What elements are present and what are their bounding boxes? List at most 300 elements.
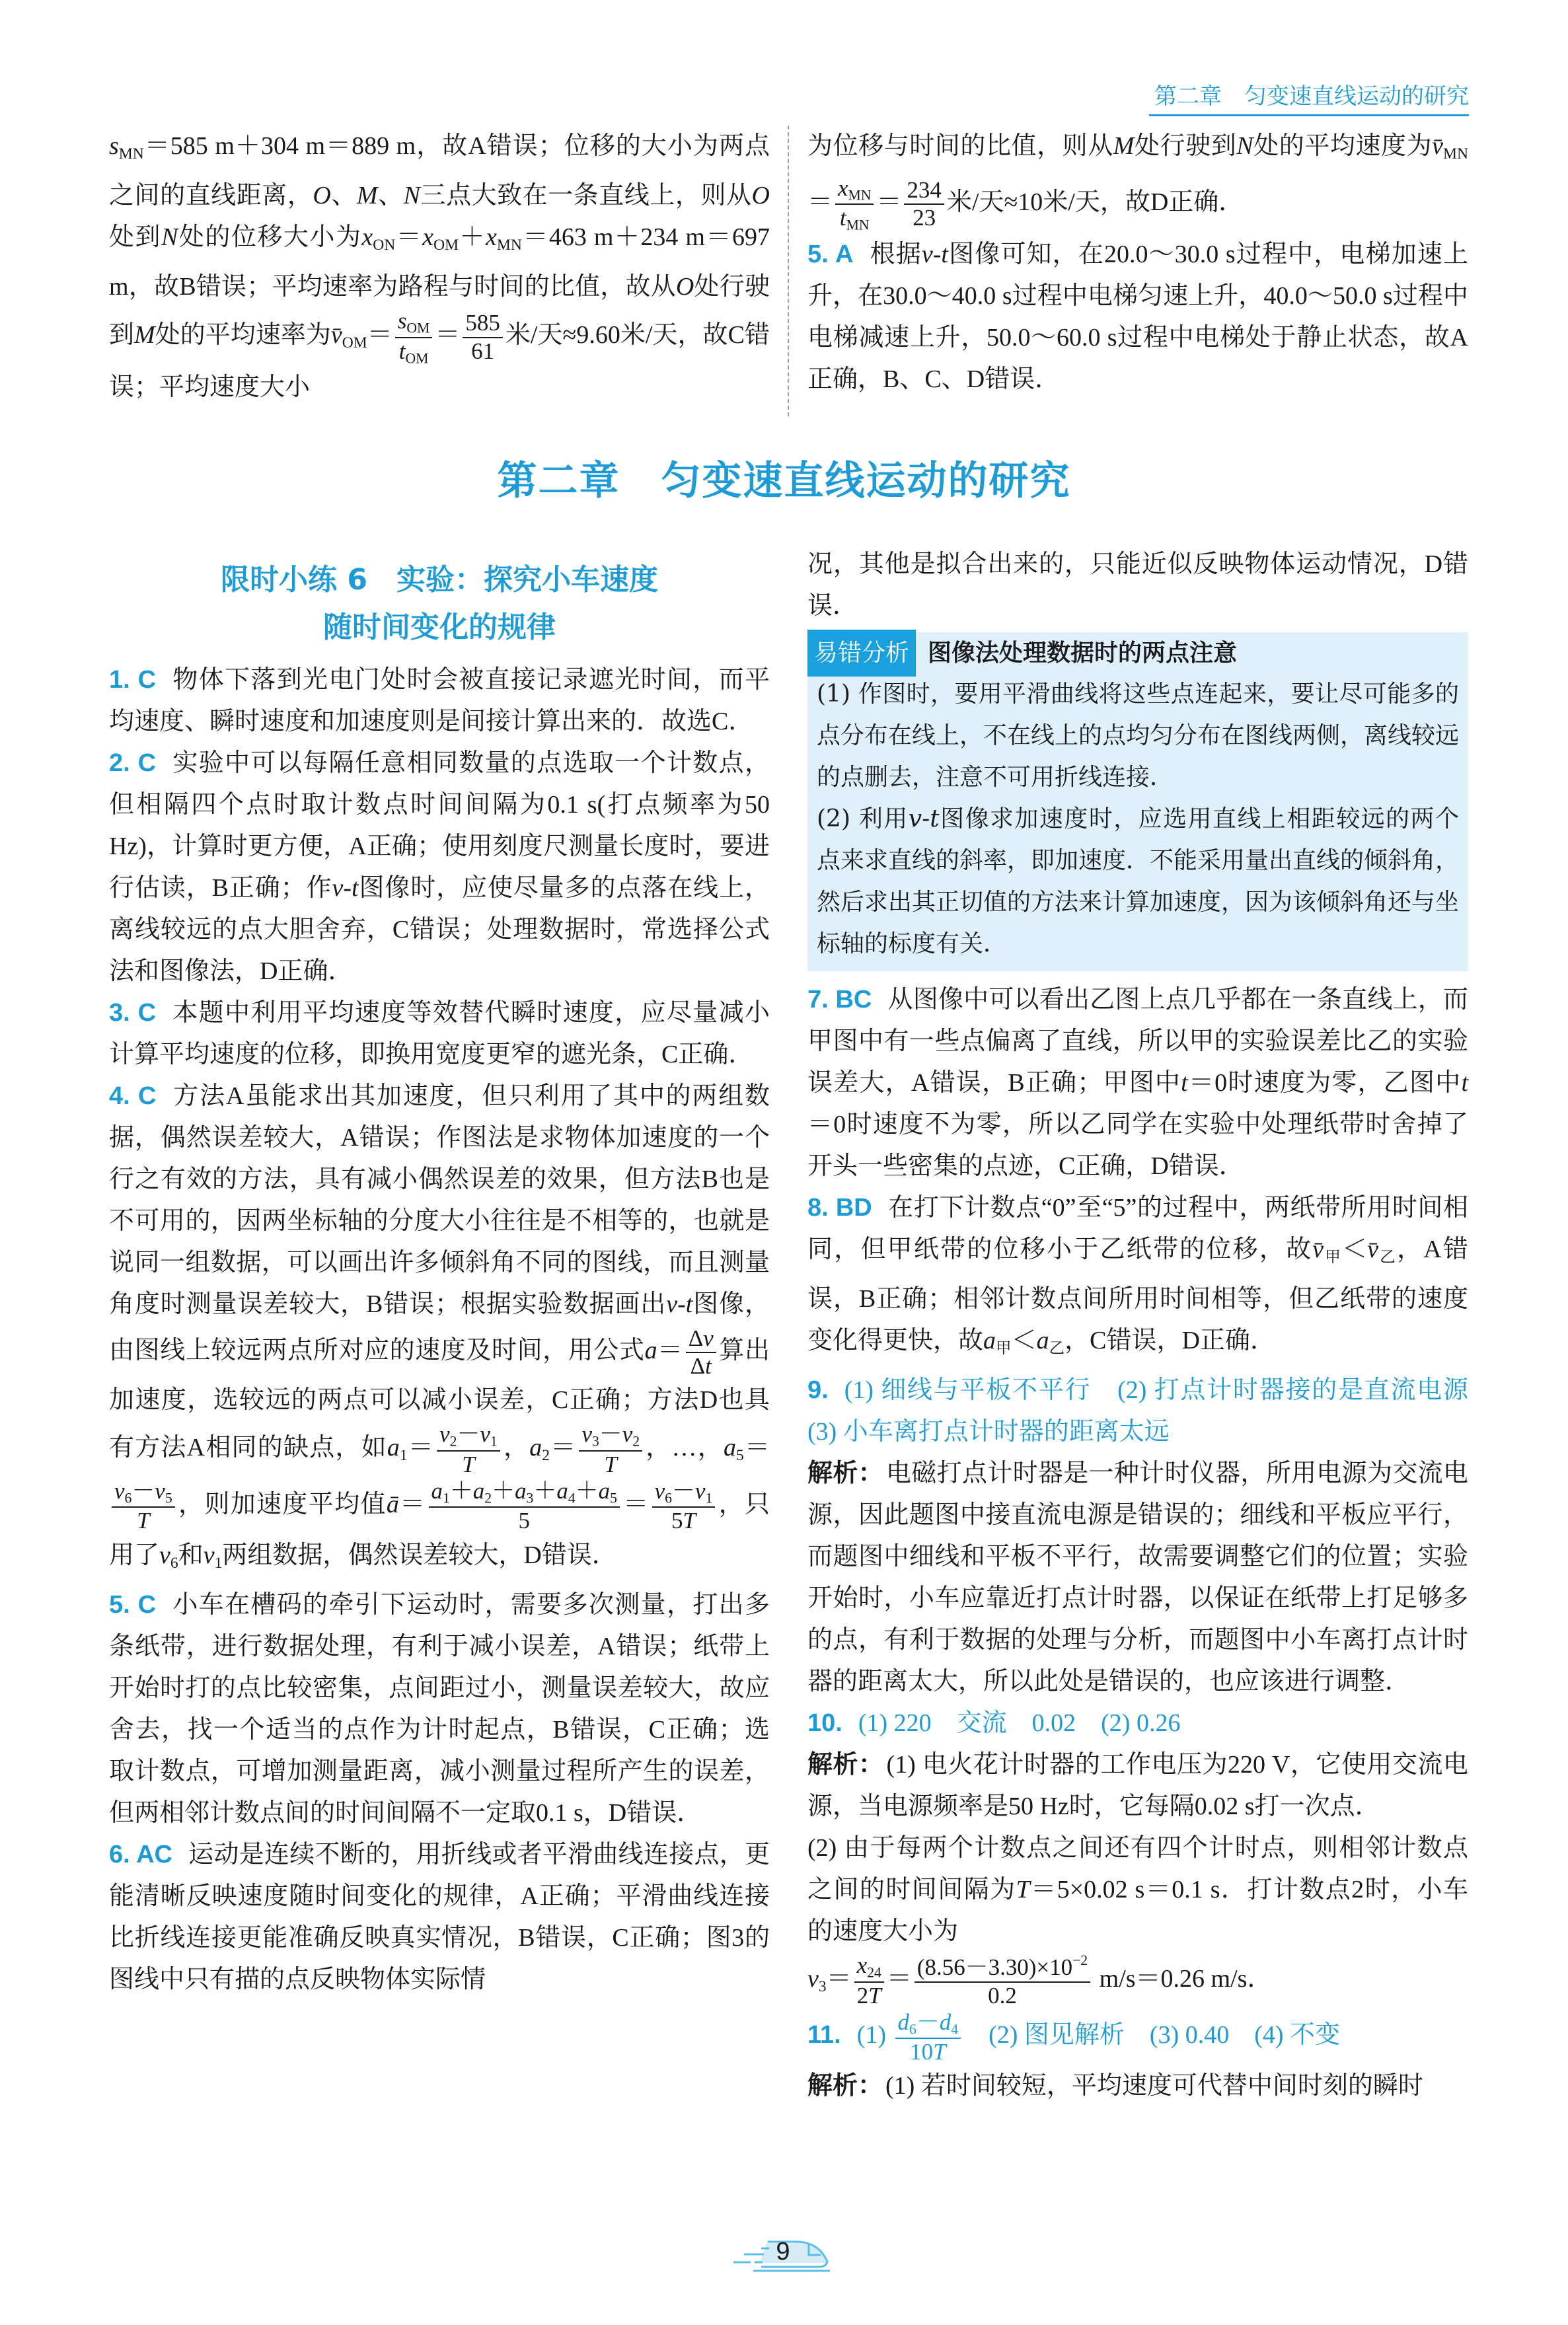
- variable-symbol: x: [856, 1952, 868, 1979]
- math-variable: [705, 1353, 712, 1379]
- answer-text: [807, 1194, 1468, 1358]
- fraction: [437, 1421, 500, 1478]
- math-variable: [1461, 1069, 1468, 1097]
- subscript: 6: [909, 2021, 916, 2038]
- math-variable: [1432, 132, 1468, 163]
- answer-item: [807, 2009, 1468, 2066]
- math-variable: [1312, 1236, 1343, 1267]
- answer-text: [807, 132, 1468, 233]
- section-title-line-2: 随时间变化的规律: [323, 610, 556, 644]
- fraction-denominator: [915, 1983, 1090, 2009]
- variable-symbol: O: [675, 273, 694, 301]
- variable-symbol: x: [486, 223, 497, 252]
- variable-symbol: N: [1236, 132, 1253, 160]
- variable-symbol: T: [137, 1508, 150, 1534]
- math-variable: [1036, 1327, 1065, 1358]
- math-variable: [404, 182, 420, 209]
- text-run: 处的位移大小为: [178, 223, 362, 252]
- answer-label: 6. AC: [109, 1840, 172, 1868]
- text-run: 、: [330, 182, 357, 210]
- answer-item: [807, 979, 1468, 1187]
- text-run: 米/天≈9.60米/天，故C错误；平均速度大小: [109, 321, 770, 401]
- fraction-numerator: [463, 310, 502, 338]
- math-variable: [840, 205, 870, 231]
- variable-symbol: x: [422, 223, 434, 252]
- text-run: ，A错误，B正确；相邻计数点间所用时间相等，但乙纸带的速度变化得更快，故: [807, 1236, 1468, 1355]
- fraction-denominator: [463, 338, 502, 365]
- fraction-denominator: [686, 1353, 716, 1380]
- math-variable: [1113, 132, 1135, 160]
- subscript: MN: [496, 237, 522, 254]
- text-run: 小车在槽码的牵引下运动时，需要多次测量，打出多条纸带，进行数据处理，有利于减小误差，A错误；纸带上开始时打的点比较密集，点间距过小，测量误差较大，故应舍去，找一个适当的点作为计时起点，B错误，C正确；选取计数点，可增加测量距离，减小测量过程所产生的误差，但两相邻计数点间的时间间隔不一定取0.1 s，D错误．: [109, 1590, 770, 1827]
- math-variable: [581, 1421, 599, 1450]
- text-run: ＝: [435, 321, 461, 350]
- subscript: 1: [443, 1490, 450, 1506]
- error-analysis-heading: 图像法处理数据时的两点注意: [928, 639, 1238, 667]
- math-variable: [856, 1952, 881, 1981]
- text-run: 实验中可以每隔任意相同数量的点选取一个计数点，但相隔四个点时取计数点时间间隔为0.1 s(打点频率为50 Hz)，计算时更方便，A正确；使用刻度尺测量长度时，要进行估读，B正确；作: [109, 749, 770, 902]
- text-run: 本题中利用平均速度等效替代瞬时速度，应尽量减小计算平均速度的位移，即换用宽度更窄的遮光条，C正确．: [109, 999, 770, 1068]
- fraction-denominator: [395, 338, 433, 367]
- text-run: (1) 220 交流 0.02 (2) 0.26: [858, 1709, 1181, 1738]
- text-run: ，…，: [645, 1433, 724, 1461]
- text-run: (1) 细线与平板不平行 (2) 打点计时器接的是直流电源 (3) 小车离打点计时器的距离太远: [807, 1376, 1494, 1446]
- answer-text: [807, 1751, 1468, 1820]
- running-header: 第二章 匀变速直线运动的研究: [1149, 78, 1469, 116]
- text-run: m/s＝0.26 m/s．: [1093, 1964, 1273, 1993]
- math-variable: [933, 2039, 946, 2065]
- text-run: 算出加速度，选较远的两点可以减小误差，C正确；方法D也具有方法A相同的缺点，如: [109, 1336, 770, 1461]
- fraction-numerator: [395, 308, 433, 338]
- section-title-line-1: 限时小练 6 实验：探究小车速度: [221, 563, 658, 597]
- left-column: [109, 556, 770, 2001]
- text-run: Δ: [688, 1325, 704, 1351]
- fraction-denominator: [652, 1508, 716, 1534]
- text-run: ，则加速度平均值: [177, 1490, 387, 1518]
- text-run: (2) 由于每两个计数点之间还有四个计时点，则相邻计数点之间的时间间隔为: [807, 1834, 1468, 1904]
- answer-text: [807, 550, 1468, 620]
- answer-item: [109, 1834, 770, 2001]
- variable-symbol: d: [897, 2009, 910, 2035]
- text-run: －: [671, 1477, 695, 1504]
- text-run: 处的平均速率为: [155, 321, 331, 350]
- variable-symbol: v: [622, 1421, 633, 1448]
- variable-symbol: s: [397, 308, 407, 334]
- variable-symbol: v-t: [666, 1290, 693, 1318]
- fraction-denominator: [835, 205, 874, 233]
- variable-symbol: O: [751, 182, 770, 210]
- math-expression: (8.56－3.30)×10: [916, 1954, 1073, 1981]
- answer-text: [817, 681, 1459, 791]
- variable-symbol: t: [705, 1353, 712, 1380]
- variable-symbol: t: [1181, 1069, 1188, 1097]
- variable-symbol: T: [462, 1451, 475, 1477]
- math-variable: [605, 1452, 617, 1477]
- subscript: 2: [542, 1446, 550, 1464]
- variable-symbol: N: [403, 182, 420, 210]
- text-run: 电磁打点计时器是一种计时仪器，所用电源为交流电源，因此题图中接直流电源是错误的；细线和平板应平行，而题图中细线和平板不平行，故需要调整它们的位置；实验开始时，小车应靠近打点计时器，以保证在纸带上打足够多的点，有利于数据的处理与分析，而题图中小车离打点计时器的距离太大，所以此处是错误的，也应该进行调整．: [807, 1459, 1468, 1696]
- variable-symbol: a: [644, 1336, 657, 1364]
- text-run: 、: [377, 182, 404, 210]
- text-run: 在打下计数点“0”至“5”的过程中，两纸带所用时间相同，但甲纸带的位移小于乙纸带的位移，故: [807, 1194, 1468, 1263]
- paragraph: [807, 1952, 1468, 2009]
- fraction: [395, 308, 433, 367]
- math-variable: [137, 1508, 149, 1533]
- error-analysis-body: [807, 673, 1468, 965]
- answer-item: [807, 2065, 1468, 2107]
- answer-text: [858, 1709, 1181, 1737]
- text-run: ，C错误，D正确．: [1064, 1327, 1275, 1355]
- answer-item: [109, 743, 770, 992]
- variable-symbol: a: [983, 1327, 996, 1355]
- answer-label: 5. A: [807, 240, 854, 268]
- math-variable: [599, 1478, 617, 1504]
- math-variable: [909, 805, 940, 832]
- variable-symbol: v-t: [332, 874, 359, 902]
- paragraph: [817, 673, 1459, 798]
- math-variable: [807, 1965, 827, 1993]
- text-run: 2: [856, 1982, 869, 2009]
- math-variable: [655, 1478, 672, 1504]
- math-variable: [313, 182, 330, 209]
- answer-text: [807, 1952, 1273, 2009]
- answer-text: [109, 1591, 770, 1827]
- answer-label: 2. C: [109, 749, 157, 777]
- variable-symbol: v̄: [1367, 1236, 1379, 1263]
- fraction: [904, 177, 944, 231]
- text-run: ＝0时速度不为零，所以乙同学在实验中处理纸带时舍掉了开头一些密集的点迹，C正确，D错误．: [807, 1111, 1468, 1180]
- fraction-numerator: [904, 177, 944, 205]
- subscript: 甲: [996, 1340, 1012, 1358]
- answer-label: 4. C: [109, 1082, 157, 1110]
- chapter-title: 第二章 匀变速直线运动的研究: [497, 458, 1071, 504]
- text-run: ＋: [492, 1477, 515, 1504]
- column-divider: [788, 126, 789, 416]
- math-variable: [486, 223, 522, 254]
- fraction: [429, 1478, 620, 1535]
- variable-symbol: v: [703, 1325, 714, 1351]
- math-variable: [422, 223, 459, 254]
- variable-symbol: M: [1113, 132, 1135, 160]
- text-run: Δ: [690, 1353, 706, 1380]
- variable-symbol: T: [604, 1451, 617, 1477]
- text-run: ＋: [575, 1477, 599, 1504]
- subscript: 3: [526, 1490, 534, 1506]
- math-variable: [114, 1478, 131, 1504]
- text-run: －: [599, 1421, 622, 1448]
- subscript: 5: [735, 1446, 744, 1464]
- variable-symbol: t: [1461, 1069, 1468, 1097]
- answer-item: [109, 659, 770, 743]
- answer-text: [807, 240, 1468, 393]
- answer-item: [807, 1703, 1468, 1744]
- variable-symbol: a: [515, 1477, 527, 1504]
- text-run: ＝: [407, 1433, 435, 1461]
- math-variable: [387, 1491, 399, 1518]
- variable-symbol: M: [356, 182, 378, 210]
- variable-symbol: M: [134, 321, 155, 350]
- analysis-label: 解析：: [807, 1459, 883, 1488]
- variable-symbol: T: [933, 2039, 946, 2065]
- text-run: －: [916, 2009, 940, 2035]
- variable-symbol: N: [161, 223, 178, 252]
- subscript: 乙: [1049, 1340, 1065, 1358]
- fraction-numerator: [915, 1952, 1090, 1982]
- variable-symbol: t: [398, 338, 406, 364]
- math-variable: [752, 182, 770, 209]
- variable-symbol: v: [654, 1477, 665, 1504]
- text-run: 10: [910, 2039, 934, 2065]
- text-run: ＝: [826, 1964, 852, 1993]
- fraction-numerator: [429, 1478, 620, 1508]
- answer-text: [807, 1459, 1468, 1695]
- variable-symbol: a: [387, 1433, 400, 1461]
- right-answer-list: [807, 979, 1494, 2107]
- answer-item: [109, 992, 770, 1076]
- text-run: 处到: [109, 223, 161, 252]
- text-run: ＜: [1342, 1236, 1368, 1263]
- math-variable: [159, 1541, 178, 1572]
- math-variable: [1367, 1236, 1398, 1267]
- fraction: [652, 1478, 716, 1535]
- variable-symbol: d: [939, 2009, 952, 2035]
- text-run: －: [131, 1477, 155, 1504]
- section-title: [109, 556, 770, 651]
- text-run: (2) 图见解析 (3) 0.40 (4) 不变: [963, 2021, 1341, 2049]
- text-run: ＋: [533, 1477, 557, 1504]
- variable-symbol: v̄: [330, 321, 342, 350]
- text-run: 61: [471, 338, 495, 364]
- variable-symbol: v: [480, 1421, 490, 1448]
- top-right-column: [807, 126, 1468, 400]
- math-variable: [666, 1290, 692, 1318]
- answer-label: 1. C: [109, 666, 157, 694]
- math-variable: [683, 1508, 695, 1533]
- math-variable: [922, 240, 948, 268]
- subscript: 2: [632, 1433, 640, 1450]
- variable-symbol: v: [581, 1421, 592, 1448]
- paragraph: [807, 126, 1468, 234]
- page-number-badge: [727, 2236, 839, 2276]
- subscript: 1: [214, 1554, 223, 1572]
- text-run: 585: [465, 310, 500, 336]
- variable-symbol: v̄: [1312, 1236, 1324, 1263]
- variable-symbol: v-t: [921, 240, 948, 268]
- fraction-numerator: [854, 1952, 884, 1982]
- subscript: OM: [405, 350, 429, 367]
- text-run: (2) 利用: [817, 805, 909, 832]
- subscript: 1: [490, 1433, 498, 1450]
- text-run: 物体下落到光电门处时会被直接记录遮光时间，而平均速度、瞬时速度和加速度则是间接计算出来的．故选C．: [109, 666, 770, 735]
- answer-text: [109, 1082, 770, 1572]
- answer-text: [856, 2009, 1341, 2065]
- math-variable: [330, 321, 367, 352]
- fraction-numerator: [652, 1478, 716, 1508]
- text-run: 5: [671, 1508, 683, 1534]
- text-run: 运动是连续不断的，用折线或者平滑曲线连接点，更能清晰反映速度随时间变化的规律，A正确；平滑曲线连接比折线连接更能准确反映真实情况，B错误，C正确；图3的图线中只有描的点反映物体实际情: [109, 1840, 770, 1993]
- text-run: 方法A虽能求出其加速度，但只利用了其中的两组数据，偶然误差较大，A错误；作图法是求物体加速度的一个行之有效的方法，具有减小偶然误差的效果，但方法B也是不可用的，因两坐标轴的分度大小往往是不相等的，也就是说同一组数据，可以画出许多倾斜角不同的图线，而且测量角度时测量误差较大，B错误；根据实验数据画出: [109, 1082, 770, 1318]
- math-variable: [1181, 1069, 1188, 1097]
- subscript: 6: [124, 1490, 132, 1506]
- text-run: －: [457, 1421, 480, 1448]
- answer-label: 10.: [807, 1709, 842, 1738]
- subscript: 甲: [1324, 1249, 1343, 1267]
- math-variable: [462, 1452, 474, 1477]
- fraction-numerator: [835, 175, 874, 205]
- math-variable: [387, 1433, 408, 1464]
- fraction-numerator: [579, 1421, 642, 1451]
- text-run: (1) 若时间较短，平均速度可代替中间时刻的瞬时: [885, 2072, 1423, 2100]
- variable-symbol: a: [556, 1477, 568, 1504]
- subscript: 1: [399, 1446, 408, 1464]
- answer-item: [807, 1370, 1494, 1453]
- text-run: 处行驶到: [1134, 132, 1237, 160]
- fraction-denominator: [579, 1452, 642, 1478]
- variable-symbol: a: [431, 1477, 443, 1504]
- variable-symbol: a: [1036, 1327, 1049, 1355]
- variable-symbol: ā: [386, 1490, 399, 1518]
- math-variable: [332, 874, 358, 902]
- variable-symbol: v: [159, 1541, 170, 1569]
- fraction-denominator: [429, 1508, 620, 1534]
- text-run: 两组数据，偶然误差较大，D错误．: [222, 1541, 617, 1569]
- fraction-numerator: [437, 1421, 500, 1451]
- error-analysis-header: [807, 632, 1468, 673]
- fraction: [895, 2009, 961, 2066]
- variable-symbol: v-t: [908, 805, 940, 832]
- text-run: ＜: [1011, 1327, 1037, 1355]
- text-run: ＝5×0.02 s＝0.1 s．打计数点2时，小车的速度大小为: [807, 1876, 1468, 1946]
- variable-symbol: x: [838, 175, 848, 202]
- text-run: ＝0时速度为零，乙图中: [1187, 1069, 1462, 1097]
- math-variable: [431, 1478, 450, 1504]
- text-run: 5: [518, 1508, 530, 1534]
- paragraph: [807, 544, 1468, 627]
- math-variable: [439, 1421, 457, 1450]
- math-variable: [897, 2009, 916, 2038]
- subscript: 2: [449, 1433, 457, 1450]
- math-variable: [109, 132, 144, 163]
- text-run: 处行驶到: [109, 273, 770, 350]
- answer-label: 9.: [807, 1376, 829, 1405]
- paragraph: [807, 1827, 1468, 1952]
- math-variable: [868, 1983, 881, 2009]
- text-run: 图像求加速度时，应选用直线上相距较远的两个点来求直线的斜率，即加速度．不能采用量出直线的倾斜角，然后求出其正切值的方法来计算加速度，因为该倾斜角还与坐标轴的标度有关．: [817, 805, 1460, 957]
- text-run: 图像，由图线上较远两点所对应的速度及时间，用公式: [109, 1290, 770, 1364]
- text-run: 处的平均速度为: [1253, 132, 1433, 160]
- math-variable: [361, 223, 396, 254]
- superscript: −2: [1072, 1952, 1088, 1969]
- page-number: 9: [776, 2238, 790, 2266]
- subscript: 3: [818, 1977, 827, 1995]
- answer-text: [109, 132, 770, 401]
- fraction-numerator: [895, 2009, 961, 2039]
- fraction-denominator: [437, 1452, 500, 1478]
- variable-symbol: v̄: [1432, 132, 1444, 160]
- fraction: [579, 1421, 642, 1478]
- subscript: OM: [406, 320, 430, 336]
- answer-item: [109, 1076, 770, 1584]
- math-variable: [676, 273, 694, 301]
- fraction: [915, 1952, 1090, 2009]
- subscript: 5: [610, 1490, 617, 1506]
- answer-label: 7. BC: [807, 986, 872, 1014]
- math-variable: [480, 1421, 498, 1450]
- variable-symbol: s: [109, 132, 119, 160]
- fraction-denominator: [895, 2039, 961, 2065]
- fraction: [835, 175, 874, 234]
- text-run: 图像可知，在20.0～30.0 s过程中，电梯加速上升，在30.0～40.0 s过程中电梯匀速上升，40.0～50.0 s过程中电梯减速上升，50.0～60.0 s过程中电梯处于静止状态，故A正确，B、C、D错误．: [807, 240, 1468, 393]
- answer-item: [807, 1744, 1468, 1827]
- text-run: (1) 作图时，要用平滑曲线将这些点连起来，要让尽可能多的点分布在线上，不在线上的点均匀分布在图线两侧，离线较远的点删去，注意不可用折线连接．: [817, 681, 1460, 791]
- math-variable: [983, 1327, 1012, 1358]
- answer-label: 5. C: [109, 1590, 157, 1619]
- left-answer-list: [109, 659, 770, 2001]
- text-run: ＝585 m＋304 m＝889 m，故A错误；位移的大小为两点之间的直线距离，: [109, 132, 770, 210]
- text-run: ＝: [622, 1490, 650, 1518]
- analysis-label: 解析：: [807, 2072, 883, 2100]
- math-variable: [695, 1478, 712, 1504]
- right-answer-list-top: [807, 544, 1468, 627]
- answer-text: [109, 999, 770, 1068]
- text-run: 从图像中可以看出乙图上点几乎都在一条直线上，而甲图中有一些点偏离了直线，所以甲的实验误差比乙的实验误差大，A错误，B正确；甲图中: [807, 986, 1468, 1097]
- text-run: 米/天≈10米/天，故D正确．: [946, 188, 1244, 217]
- text-run: ＝: [549, 1433, 577, 1461]
- text-run: ＝: [743, 1433, 770, 1461]
- subscript: OM: [342, 334, 367, 352]
- subscript: 1: [705, 1490, 713, 1506]
- answer-text: [807, 986, 1468, 1180]
- error-analysis-tag: 易错分析: [807, 630, 916, 677]
- subscript: ON: [373, 237, 396, 254]
- answer-label: 11.: [807, 2021, 841, 2049]
- subscript: MN: [846, 217, 870, 233]
- text-run: ，只用了: [109, 1490, 770, 1569]
- variable-symbol: v: [694, 1477, 706, 1504]
- math-variable: [473, 1478, 492, 1504]
- math-variable: [398, 308, 430, 334]
- variable-symbol: v: [155, 1477, 165, 1504]
- text-run: ＋: [449, 1477, 473, 1504]
- subscript: 4: [951, 2021, 959, 2038]
- variable-symbol: T: [868, 1982, 881, 2009]
- error-analysis-box: [807, 632, 1468, 971]
- variable-symbol: v: [807, 1964, 819, 1993]
- subscript: MN: [1443, 145, 1468, 163]
- variable-symbol: a: [472, 1477, 485, 1504]
- math-variable: [515, 1478, 533, 1504]
- answer-text: [817, 805, 1459, 957]
- subscript: 24: [867, 1964, 881, 1981]
- text-run: ＝: [395, 223, 423, 252]
- text-run: ＝: [876, 188, 902, 217]
- analysis-label: 解析：: [807, 1751, 884, 1779]
- variable-symbol: T: [683, 1508, 696, 1534]
- math-variable: [155, 1478, 172, 1504]
- math-variable: [398, 338, 429, 367]
- subscript: 2: [484, 1490, 492, 1506]
- text-run: 图像时，应使尽量多的点落在线上，离线较远的点大胆舍弃，C错误；处理数据时，常选择公式法和图像法，D正确．: [109, 874, 770, 985]
- math-variable: [529, 1433, 550, 1464]
- fraction-denominator: [904, 205, 944, 231]
- text-run: 234: [907, 177, 942, 203]
- math-variable: [161, 223, 178, 251]
- top-left-column: [109, 126, 770, 408]
- math-variable: [939, 2009, 959, 2038]
- fraction-numerator: [686, 1325, 716, 1353]
- fraction-numerator: [112, 1478, 175, 1508]
- text-run: 三点大致在一条直线上，则从: [420, 182, 752, 210]
